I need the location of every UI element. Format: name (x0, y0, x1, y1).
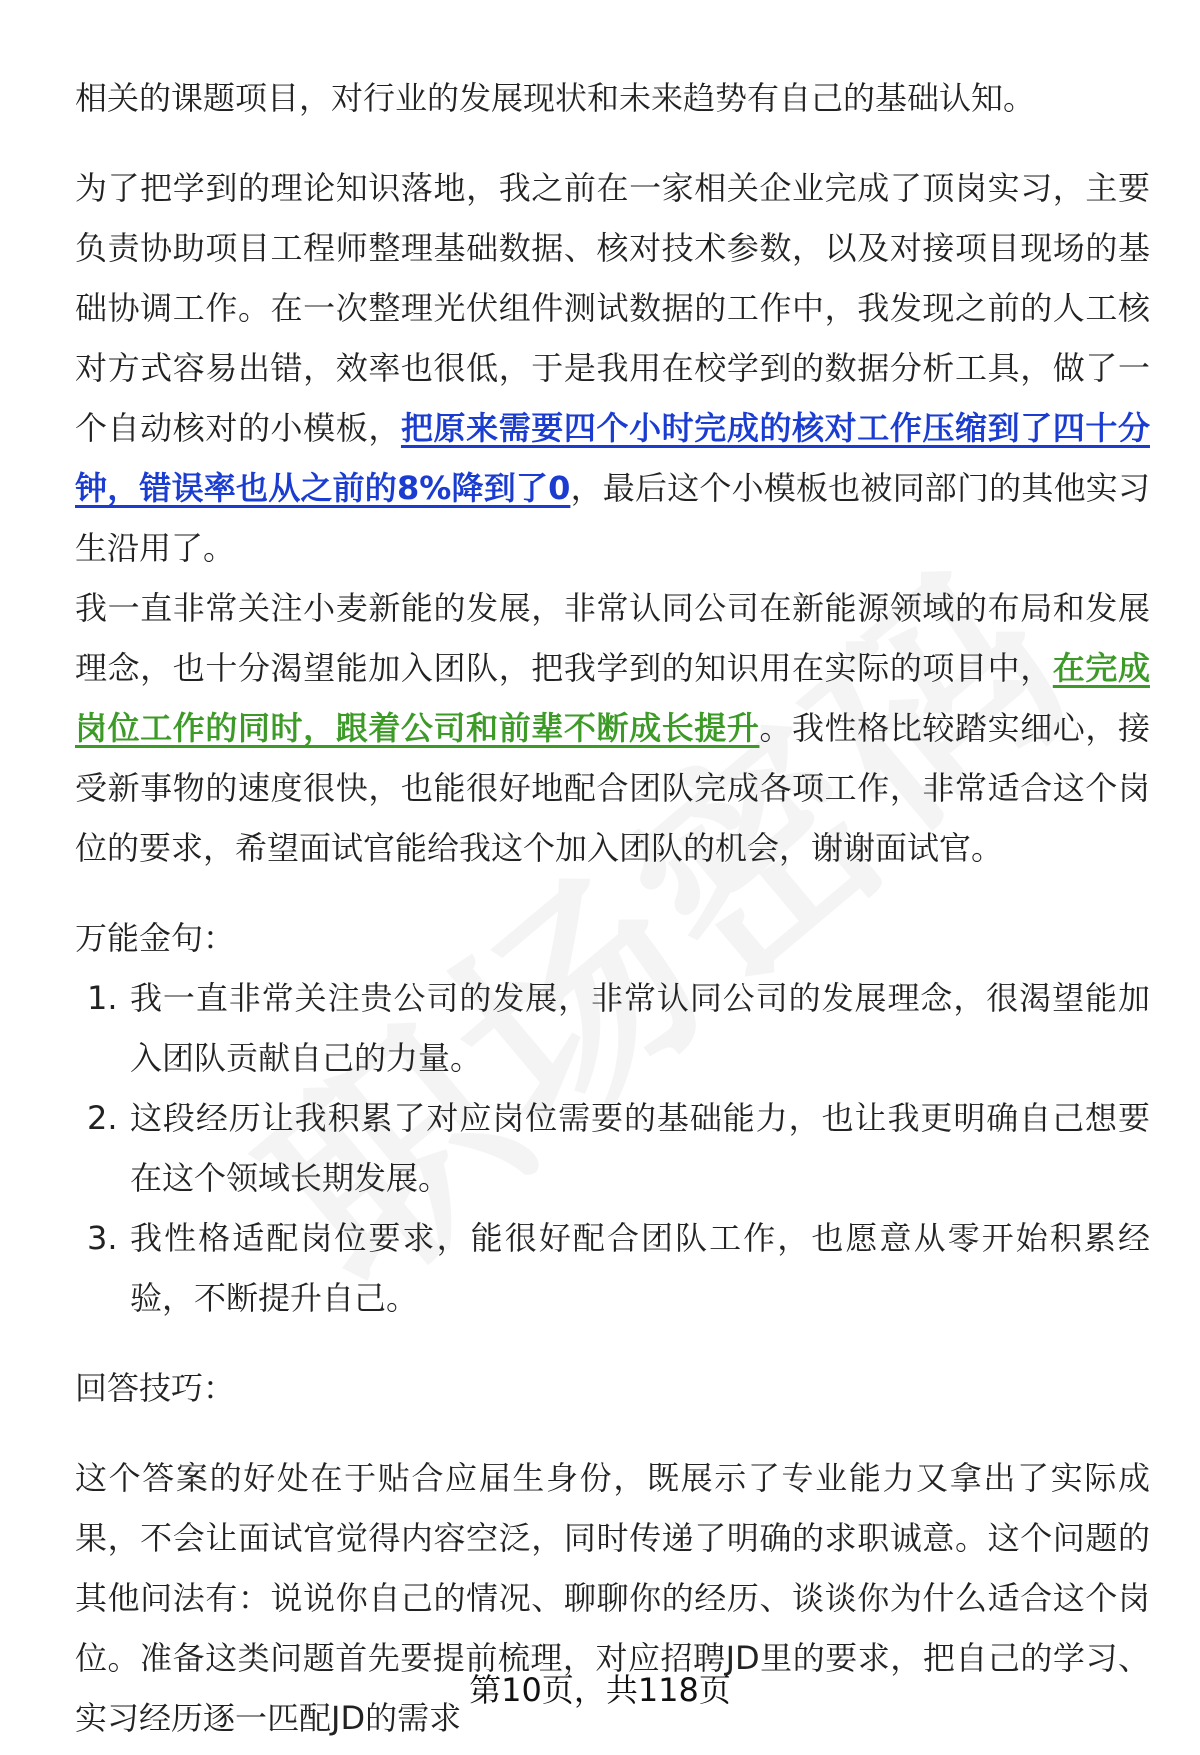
internship-paragraph (75, 158, 1150, 578)
page-footer: 第10页，共118页 (469, 1671, 731, 1709)
list-item (75, 968, 1150, 1088)
list-number: 1. (87, 979, 118, 1017)
motivation-highlight: 在完成岗位工作的同时，跟着公司和前辈不断成长提升 (75, 649, 1150, 747)
motivation-text-b: 。我性格比较踏实细心，接受新事物的速度很快，也能很好地配合团队完成各项工作，非常适合这个岗位的要求，希望面试官能给我这个加入团队的机会，谢谢面试官。 (75, 709, 1150, 867)
list-text: 这段经历让我积累了对应岗位需要的基础能力，也让我更明确自己想要在这个领域长期发展。 (130, 1099, 1150, 1197)
list-text: 我一直非常关注贵公司的发展，非常认同公司的发展理念，很渴望能加入团队贡献自己的力量。 (130, 979, 1150, 1077)
tips-heading: 回答技巧： (75, 1369, 236, 1407)
list-number: 2. (87, 1099, 118, 1137)
list-item (75, 1208, 1150, 1328)
intro-paragraph: 相关的课题项目，对行业的发展现状和未来趋势有自己的基础认知。 (75, 79, 1036, 117)
page-content (75, 68, 1150, 1748)
internship-text-a: 为了把学到的理论知识落地，我之前在一家相关企业完成了顶岗实习，主要负责协助项目工程师整理基础数据、核对技术参数，以及对接项目现场的基础协调工作。在一次整理光伏组件测试数据的工作中，我发现之前的人工核对方式容易出错，效率也很低，于是我用在校学到的数据分析工具，做了一个自动核对的小模板， (75, 169, 1150, 447)
golden-heading: 万能金句： (75, 919, 236, 957)
tips-paragraph: 这个答案的好处在于贴合应届生身份，既展示了专业能力又拿出了实际成果，不会让面试官觉得内容空泛，同时传递了明确的求职诚意。这个问题的其他问法有：说说你自己的情况、聊聊你的经历、谈谈你为什么适合这个岗位。准备这类问题首先要提前梳理，对应招聘JD里的要求，把自己的学习、实习经历逐一匹配JD的需求 (75, 1459, 1150, 1737)
internship-highlight: 把原来需要四个小时完成的核对工作压缩到了四十分钟，错误率也从之前的8%降到了0 (75, 409, 1150, 507)
internship-text-b: ，最后这个小模板也被同部门的其他实习生沿用了。 (75, 469, 1150, 567)
list-number: 3. (87, 1219, 118, 1257)
list-item (75, 1088, 1150, 1208)
motivation-text-a: 我一直非常关注小麦新能的发展，非常认同公司在新能源领域的布局和发展理念，也十分渴望能加入团队，把我学到的知识用在实际的项目中， (75, 589, 1150, 687)
golden-list (75, 968, 1150, 1328)
motivation-paragraph (75, 578, 1150, 878)
list-text: 我性格适配岗位要求，能很好配合团队工作，也愿意从零开始积累经验，不断提升自己。 (130, 1219, 1150, 1317)
